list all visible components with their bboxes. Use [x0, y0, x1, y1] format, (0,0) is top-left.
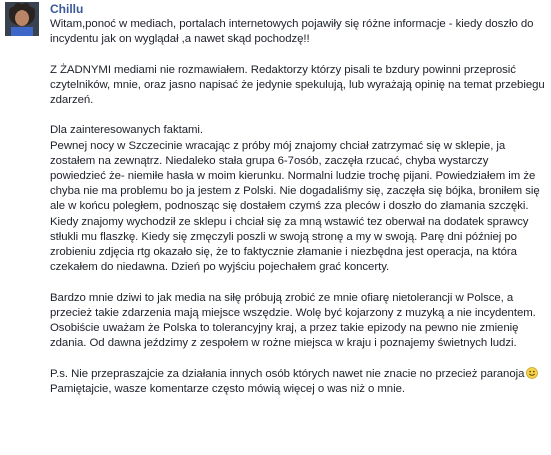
post-text: P.s. Nie przepraszajcie za działania innych osób których nawet nie znacie no przecież paranoja [50, 367, 525, 380]
post-paragraph: Dla zainteresowanych faktami. Pewnej nocy w Szczecinie wracając z próby mój znajomy chciał zatrzymać się w sklepie, ja zostałem na zewnątrz. Niedaleko stała grupa 6-7osób, zaczęła rzucać, chyba wystarczy powiedzieć że- niemiłe hasła w moim kierunku. Normalni ludzie trochę pijani. Powiedziałem im że chyba nie ma problemu bo ja jestem z Polski. Nie dogadaliśmy się, zaczęła się bójka, broniłem się ale w końcu poległem, podnosząc się dostałem czymś zza pleców i doszło do złamania szczęki. Kiedy znajomy wychodził ze sklepu i chciał się za mną wstawić tez oberwał na dodatek sprawcy stłukli mu flaszkę. Kiedy się zmęczyli poszli w swoją stronę a my w swoją. Parę dni później po zrobieniu zdjęcia rtg okazało się, że to faktycznie złamanie i niezbędna jest operacja, na która czekałem do niedawna. Dzień po wyjściu pojechałem grać koncerty. [50, 124, 540, 274]
post-text: Pamiętajcie, wasze komentarze często mówią więcej o was niż o mnie. [50, 382, 405, 395]
post-paragraph: Z ŻADNYMI mediami nie rozmawiałem. Redaktorzy którzy pisali te bzdury powinni przeprosić czytelników, mnie, oraz jasno napisać że jedynie spekulują, lub wyrażają opinię na temat przebiegu zdarzeń. [50, 63, 545, 106]
post-paragraph: Witam,ponoć w mediach, portalach internetowych pojawiły się różne informacje - kiedy doszło do incydentu jak on wyglądał ,a nawet skąd pochodzę!! [50, 18, 534, 46]
smiley-emoji-icon [526, 367, 538, 379]
post-body [50, 17, 546, 412]
avatar[interactable] [5, 2, 39, 36]
post-paragraph-last [50, 367, 546, 397]
avatar-photo-icon [5, 2, 39, 36]
author-name[interactable]: Chillu [50, 2, 84, 16]
post-paragraph: Bardzo mnie dziwi to jak media na siłę próbują zrobić ze mnie ofiarę nietolerancji w Polsce, a przecież takie zdarzenia mają miejsce wszędzie. Wolę być kojarzony z muzyką a nie incydentem. Osobiście uważam że Polska to tolerancyjny kraj, a przez takie epizody na pewno nie zmienię zdania. Od dawna jeździmy z zespołem w rożne miejsca w kraju i poznajemy świetnych ludzi. [50, 291, 536, 350]
